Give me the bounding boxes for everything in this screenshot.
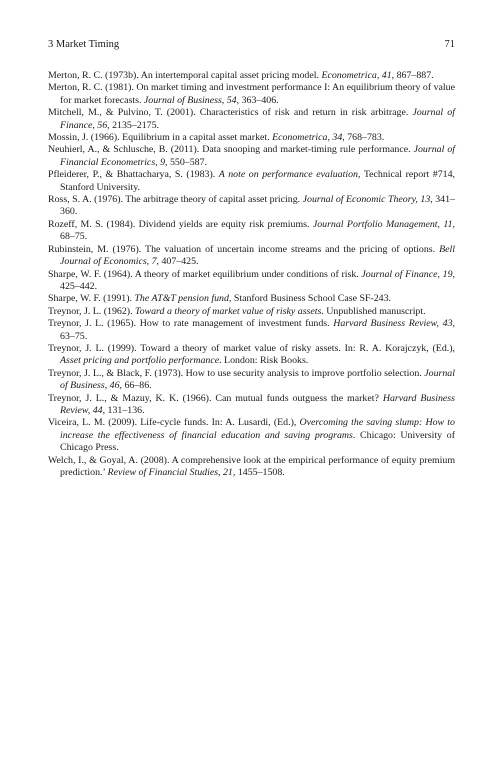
reference-item: Sharpe, W. F. (1964). A theory of market equilibrium under conditions of risk. Journal of Finance, 19, 425–442.: [48, 268, 455, 292]
reference-item: Treynor, J. L., & Mazuy, K. K. (1966). Can mutual funds outguess the market? Harvard Business Review, 44, 131–136.: [48, 392, 455, 416]
reference-item: Neuhierl, A., & Schlusche, B. (2011). Data snooping and market-timing rule performance. Journal of Financial Econometrics, 9, 550–587.: [48, 144, 455, 168]
chapter-title: 3 Market Timing: [48, 39, 120, 50]
reference-item: Sharpe, W. F. (1991). The AT&T pension fund, Stanford Business School Case SF-243.: [48, 293, 392, 305]
reference-item: Treynor, J. L. (1999). Toward a theory of market value of risky assets. In: R. A. Korajczyk, (Ed.), Asset pricing and portfolio performance. London: Risk Books.: [48, 342, 455, 367]
reference-item: Treynor, J. L. (1962). Toward a theory of market value of risky assets. Unpublished manuscript.: [48, 305, 426, 317]
reference-item: Merton, R. C. (1981). On market timing and investment performance I: An equilibrium theory of value for market forecasts. Journal of Business, 54, 363–406.: [48, 82, 455, 106]
reference-item: Rozeff, M. S. (1984). Dividend yields are equity risk premiums. Journal Portfolio Management, 11, 68–75.: [48, 218, 455, 243]
reference-item: Treynor, J. L. (1965). How to rate management of investment funds. Harvard Business Review, 43, 63–75.: [48, 318, 455, 342]
reference-item: Ross, S. A. (1976). The arbitrage theory of capital asset pricing. Journal of Economic Theory, 13, 341–360.: [48, 194, 455, 218]
reference-item: Welch, I., & Goyal, A. (2008). A comprehensive look at the empirical performance of equity premium prediction.’ Review of Financial Studies, 21, 1455–1508.: [48, 454, 455, 478]
reference-item: Rubinstein, M. (1976). The valuation of uncertain income streams and the pricing of options. Bell Journal of Economics, 7, 407–425.: [48, 243, 455, 268]
reference-item: Mitchell, M., & Pulvino, T. (2001). Characteristics of risk and return in risk arbitrage. Journal of Finance, 56, 2135–2175.: [48, 107, 455, 131]
reference-item: Mossin, J. (1966). Equilibrium in a capital asset market. Econometrica, 34, 768–783.: [48, 132, 385, 144]
reference-item: Viceira, L. M. (2009). Life-cycle funds. In: A. Lusardi, (Ed.), Overcoming the saving slump: How to increase the effectiveness of financial education and saving programs. Chicago: University of Chicago Press.: [48, 417, 455, 454]
reference-item: Treynor, J. L., & Black, F. (1973). How to use security analysis to improve portfolio selection. Journal of Business, 46, 66–86.: [48, 367, 455, 392]
reference-list: [48, 70, 455, 479]
running-header: [48, 38, 455, 52]
reference-item: Merton, R. C. (1973b). An intertemporal capital asset pricing model. Econometrica, 41, 867–887.: [48, 70, 434, 81]
page-number: 71: [444, 39, 455, 50]
reference-item: Pfleiderer, P., & Bhattacharya, S. (1983). A note on performance evaluation, Technical report #714, Stanford University.: [48, 169, 455, 193]
